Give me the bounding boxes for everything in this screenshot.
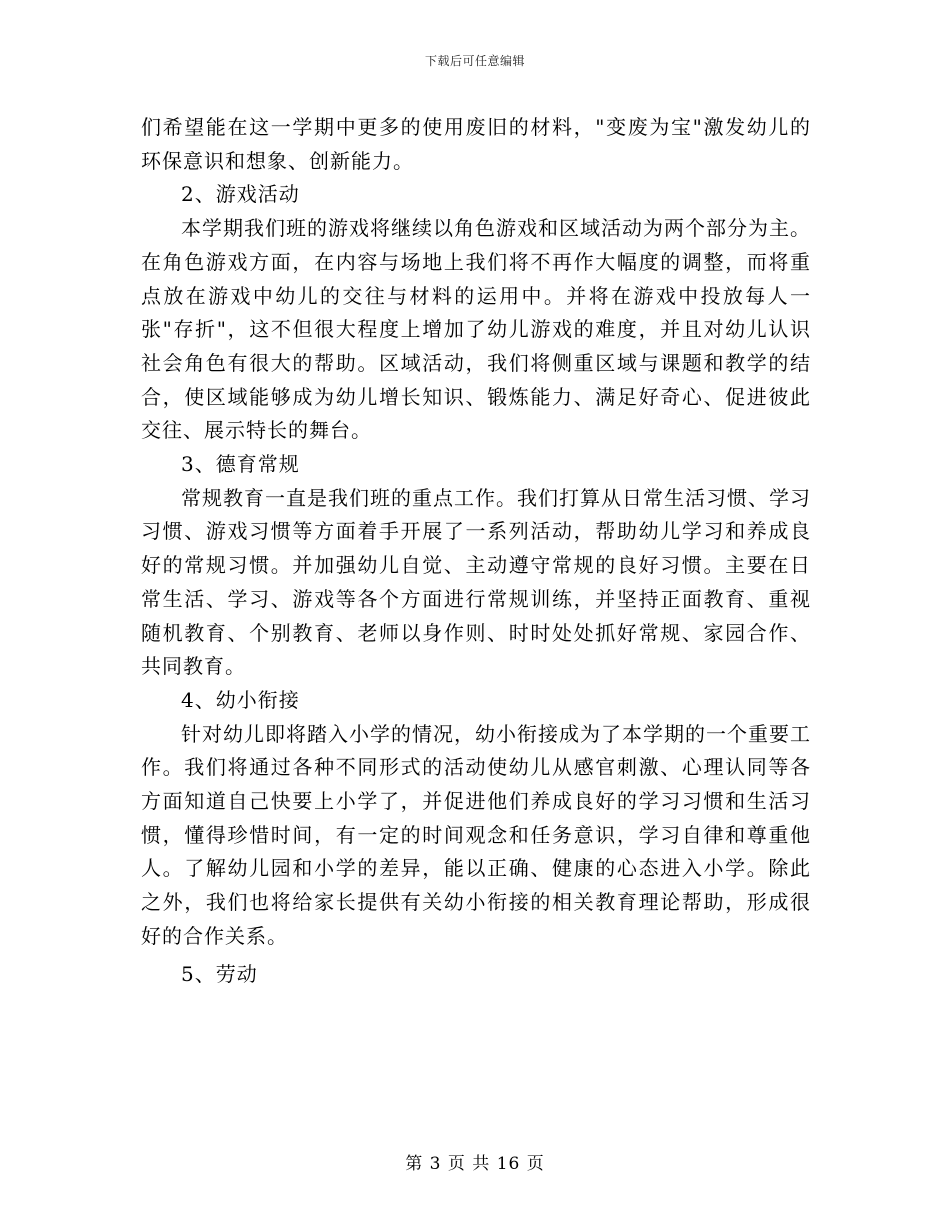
section-heading-games: 2、游戏活动 — [181, 182, 300, 207]
paragraph-games: 本学期我们班的游戏将继续以角色游戏和区域活动为两个部分为主。在角色游戏方面，在内容与场地上我们将不再作大幅度的调整，而将重点放在游戏中幼儿的交往与材料的运用中。并将在游戏中投放每人一张"存折"，这不但很大程度上增加了幼儿游戏的难度，并且对幼儿认识社会角色有很大的帮助。区域活动，我们将侧重区域与课题和教学的结合，使区域能够成为幼儿增长知识、锻炼能力、满足好奇心、促进彼此交往、展示特长的舞台。 — [141, 216, 811, 443]
document-body — [141, 111, 811, 991]
page-header: 下载后可任意编辑 — [424, 54, 525, 68]
page-number-text: 第 3 页 共 16 页 — [405, 1154, 545, 1174]
section-heading-moral-routine: 3、德育常规 — [181, 452, 300, 477]
page-footer — [0, 1153, 950, 1175]
section-heading-labor: 5、劳动 — [181, 961, 258, 986]
paragraph-continuation: 们希望能在这一学期中更多的使用废旧的材料，"变废为宝"激发幼儿的环保意识和想象、创新能力。 — [141, 115, 811, 173]
paragraph-moral-routine: 常规教育一直是我们班的重点工作。我们打算从日常生活习惯、学习习惯、游戏习惯等方面着手开展了一系列活动，帮助幼儿学习和养成良好的常规习惯。并加强幼儿自觉、主动遵守常规的良好习惯。主要在日常生活、学习、游戏等各个方面进行常规训练，并坚持正面教育、重视随机教育、个别教育、老师以身作则、时时处处抓好常规、家园合作、共同教育。 — [141, 485, 811, 679]
section-heading-transition: 4、幼小衔接 — [181, 687, 300, 712]
paragraph-transition: 针对幼儿即将踏入小学的情况，幼小衔接成为了本学期的一个重要工作。我们将通过各种不同形式的活动使幼儿从感官刺激、心理认同等各方面知道自己快要上小学了，并促进他们养成良好的学习习惯和生活习惯，懂得珍惜时间，有一定的时间观念和任务意识，学习自律和尊重他人。了解幼儿园和小学的差异，能以正确、健康的心态进入小学。除此之外，我们也将给家长提供有关幼小衔接的相关教育理论帮助，形成很好的合作关系。 — [141, 721, 811, 948]
